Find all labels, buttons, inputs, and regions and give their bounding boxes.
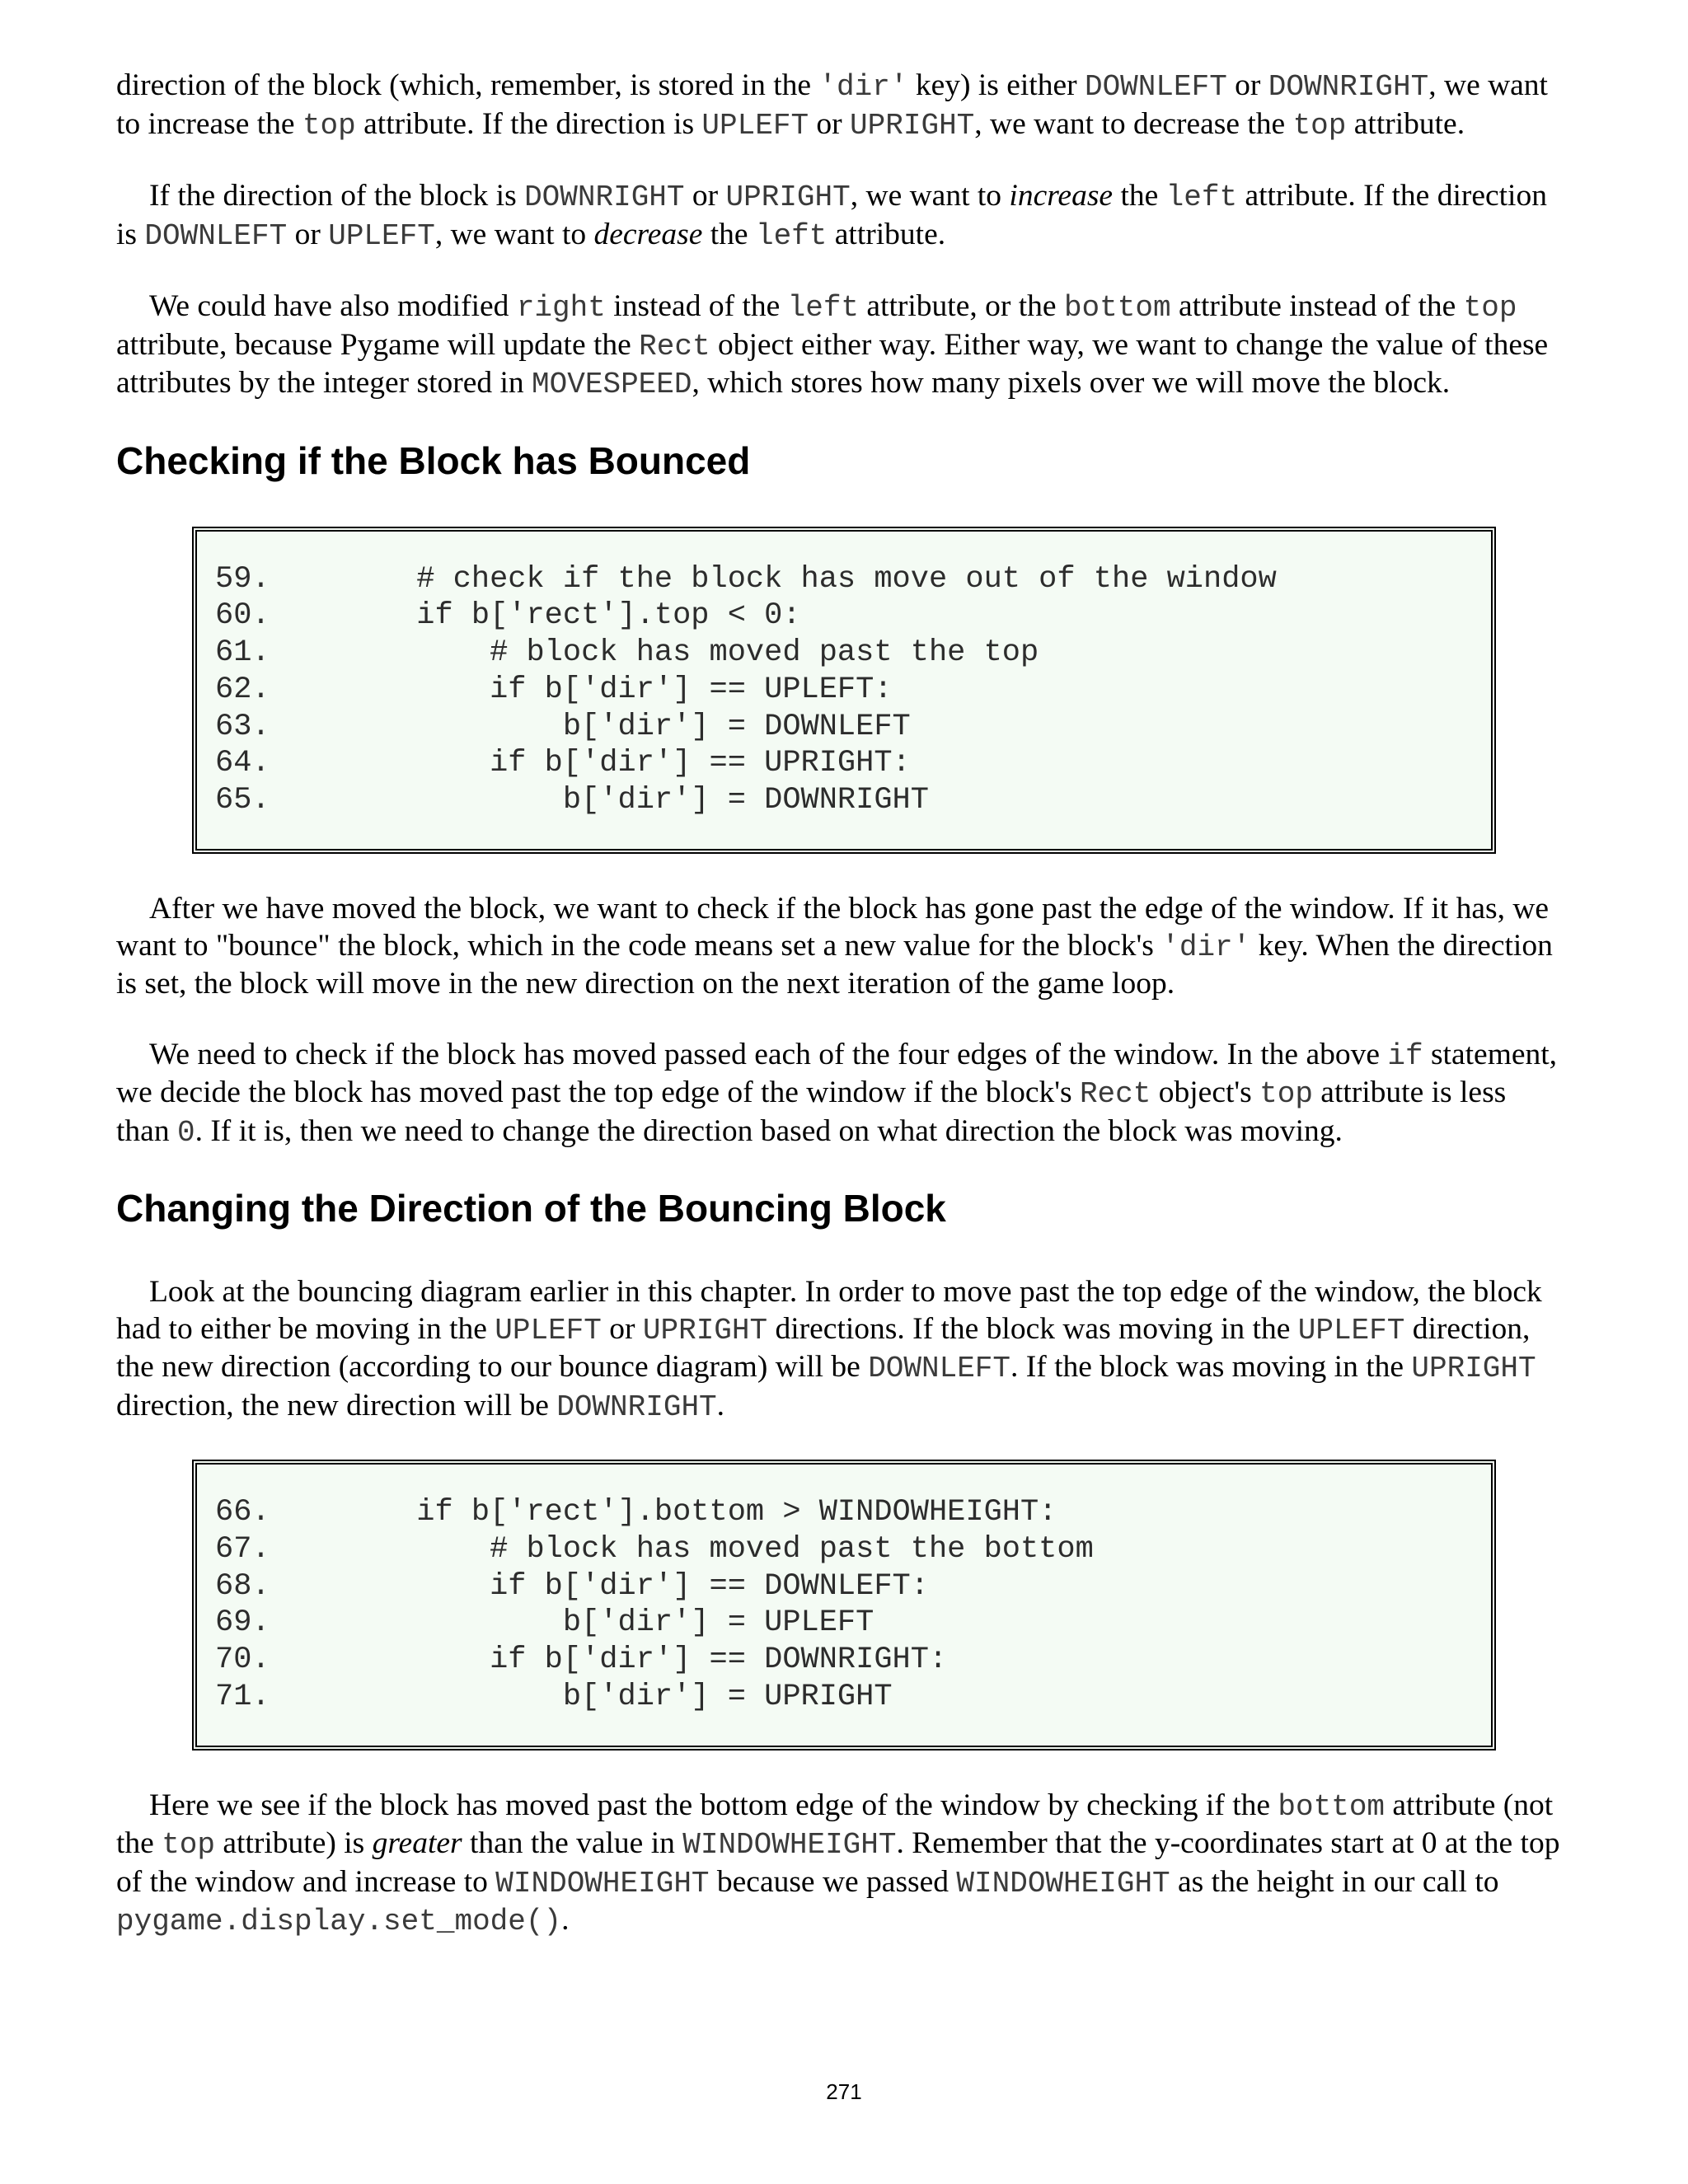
text-run: than the value in (462, 1826, 683, 1861)
code-text: if b['dir'] == DOWNLEFT: (270, 1568, 929, 1604)
code-line (215, 1642, 1473, 1679)
paragraph (116, 1274, 1567, 1426)
code-line (215, 1679, 1473, 1716)
text-run: After we have moved the block, we want to check if the block has gone past the edge of the window. If it has, we want to "bounce" the block, which in the code means set a new value for the block's (116, 892, 1550, 963)
text-run: because we passed (709, 1864, 957, 1899)
line-number: 64. (215, 746, 270, 781)
code-line (215, 1568, 1473, 1605)
inline-code: pygame.display.set_mode() (116, 1905, 562, 1939)
text-run: directions. If the block was moving in the (767, 1311, 1298, 1346)
inline-code: UPLEFT (701, 108, 809, 143)
text-run: attribute, because Pygame will update the (116, 327, 640, 362)
code-text: # check if the block has move out of the window (270, 561, 1277, 597)
text-run: attribute, or the (859, 289, 1064, 323)
inline-code: top (162, 1828, 216, 1863)
line-number: 68. (215, 1568, 270, 1604)
text-run: attribute. (1346, 106, 1465, 141)
inline-code: top (302, 108, 356, 143)
text-run: . If it is, then we need to change the direction based on what direction the block was moving. (195, 1113, 1343, 1148)
code-text: if b['rect'].top < 0: (270, 598, 801, 634)
text-run: the (1113, 179, 1166, 213)
code-text: b['dir'] = UPLEFT (270, 1605, 874, 1641)
paragraph (116, 1037, 1567, 1152)
code-text: b['dir'] = DOWNRIGHT (270, 783, 929, 818)
text-run: or (287, 217, 329, 251)
code-listing (215, 561, 1473, 820)
inline-code: UPRIGHT (725, 180, 851, 214)
code-line (215, 1605, 1473, 1642)
inline-code: UPLEFT (1297, 1313, 1405, 1347)
line-number: 69. (215, 1605, 270, 1641)
document-page (116, 68, 1567, 1975)
inline-code: left (787, 291, 860, 325)
text-run: direction, the new direction (according to our bounce diagram) will be (116, 1311, 1531, 1385)
inline-code: if (1387, 1038, 1423, 1073)
code-text: if b['dir'] == UPRIGHT: (270, 746, 911, 781)
text-run: or (809, 106, 851, 141)
code-block (192, 527, 1496, 855)
inline-code: WINDOWHEIGHT (956, 1866, 1170, 1900)
text-run: We could have also modified (149, 289, 517, 323)
text-run: , which stores how many pixels over we will move the block. (692, 366, 1451, 400)
code-line (215, 1494, 1473, 1531)
emphasis: greater (372, 1826, 462, 1861)
inline-code: 'dir' (818, 70, 908, 104)
inline-code: DOWNLEFT (1084, 70, 1227, 104)
text-run: . (561, 1903, 570, 1938)
inline-code: top (1292, 108, 1347, 143)
inline-code: top (1463, 291, 1517, 325)
inline-code: DOWNLEFT (868, 1352, 1011, 1386)
inline-code: UPLEFT (328, 218, 435, 253)
line-number: 65. (215, 783, 270, 818)
code-text: b['dir'] = UPRIGHT (270, 1680, 893, 1715)
text-run: or (684, 179, 726, 213)
code-text: # block has moved past the bottom (270, 1531, 1094, 1567)
inline-code: DOWNLEFT (144, 218, 288, 253)
line-number: 66. (215, 1495, 270, 1530)
paragraph (116, 68, 1567, 144)
text-run: We need to check if the block has moved passed each of the four edges of the window. In the above (149, 1037, 1388, 1071)
code-listing (215, 1494, 1473, 1716)
inline-code: 0 (176, 1115, 195, 1150)
text-run: . If the block was moving in the (1010, 1350, 1412, 1385)
inline-code: right (516, 291, 606, 325)
inline-code: Rect (1079, 1077, 1151, 1112)
text-run: , we want to (434, 217, 594, 251)
line-number: 62. (215, 672, 270, 707)
text-run: direction, the new direction will be (116, 1388, 557, 1422)
inline-code: 'dir' (1161, 930, 1251, 964)
inline-code: UPRIGHT (850, 108, 975, 143)
inline-code: UPLEFT (495, 1313, 602, 1347)
emphasis: decrease (593, 217, 703, 251)
text-run: object's (1151, 1076, 1260, 1110)
text-run: If the direction of the block is (149, 179, 525, 213)
text-run: attribute. If the direction is (355, 106, 702, 141)
inline-code: WINDOWHEIGHT (495, 1866, 710, 1900)
text-run: attribute. If the direction is (116, 179, 1547, 251)
inline-code: UPRIGHT (1411, 1352, 1536, 1386)
code-line (215, 782, 1473, 819)
line-number: 63. (215, 709, 270, 744)
inline-code: DOWNRIGHT (556, 1390, 717, 1424)
inline-code: Rect (639, 329, 710, 363)
line-number: 60. (215, 598, 270, 634)
text-run: , we want to decrease the (974, 106, 1293, 141)
text-run: instead of the (605, 289, 788, 323)
code-line (215, 709, 1473, 746)
inline-code: DOWNRIGHT (1268, 70, 1429, 104)
code-text: if b['dir'] == UPLEFT: (270, 672, 893, 707)
text-run: key. When the direction is set, the block will move in the new direction on the next iteration of the game loop. (116, 928, 1553, 1001)
inline-code: MOVESPEED (532, 368, 692, 401)
code-line (215, 745, 1473, 782)
text-run: key) is either (907, 68, 1085, 102)
paragraph (116, 178, 1567, 255)
code-line (215, 598, 1473, 635)
text-run: as the height in our call to (1170, 1864, 1499, 1899)
text-run: attribute is less than (116, 1076, 1507, 1148)
text-run: attribute) is (215, 1826, 373, 1861)
section-heading: Checking if the Block has Bounced (116, 438, 751, 482)
text-run: Here we see if the block has moved past the bottom edge of the window by checking if the (149, 1788, 1278, 1822)
text-run: object either way. Either way, we want to change the value of these attributes by the integer stored in (116, 327, 1549, 400)
code-text: if b['rect'].bottom > WINDOWHEIGHT: (270, 1495, 1057, 1530)
inline-code: UPRIGHT (642, 1313, 768, 1347)
line-number: 61. (215, 635, 270, 671)
text-run: direction of the block (which, remember, is stored in the (116, 68, 819, 102)
paragraph (116, 891, 1567, 1003)
code-line (215, 561, 1473, 598)
emphasis: increase (1009, 179, 1114, 213)
paragraph (116, 1788, 1567, 1941)
text-run: attribute instead of the (1170, 289, 1464, 323)
code-text: if b['dir'] == DOWNRIGHT: (270, 1643, 948, 1678)
inline-code: DOWNRIGHT (524, 180, 685, 214)
inline-code: top (1259, 1077, 1313, 1112)
inline-code: bottom (1063, 291, 1171, 325)
text-run: . (716, 1388, 725, 1422)
text-run: the (702, 217, 756, 251)
inline-code: bottom (1278, 1789, 1386, 1824)
line-number: 70. (215, 1643, 270, 1678)
text-run: , we want to increase the (116, 68, 1548, 141)
text-run: , we want to (850, 179, 1010, 213)
text-run: . Remember that the y-coordinates start at 0 at the top of the window and increase to (116, 1826, 1560, 1899)
section-heading: Changing the Direction of the Bouncing Block (116, 1187, 946, 1230)
page-number: 271 (826, 2079, 862, 2104)
text-run: or (1226, 68, 1268, 102)
code-line (215, 672, 1473, 709)
inline-code: WINDOWHEIGHT (682, 1828, 897, 1863)
code-block (192, 1460, 1496, 1750)
text-run: attribute (not the (116, 1788, 1554, 1861)
text-run: Look at the bouncing diagram earlier in this chapter. In order to move past the top edge of the window, the block had to either be moving in the (116, 1275, 1542, 1346)
code-line (215, 635, 1473, 672)
paragraph (116, 288, 1567, 404)
text-run: attribute. (827, 217, 946, 251)
line-number: 59. (215, 561, 270, 597)
text-run: or (601, 1311, 643, 1346)
code-line (215, 1531, 1473, 1568)
text-run: statement, we decide the block has moved past the top edge of the window if the block's (116, 1037, 1558, 1110)
code-text: # block has moved past the top (270, 635, 1039, 671)
inline-code: left (1165, 180, 1238, 214)
line-number: 71. (215, 1680, 270, 1715)
code-text: b['dir'] = DOWNLEFT (270, 709, 911, 744)
inline-code: left (755, 218, 828, 253)
line-number: 67. (215, 1531, 270, 1567)
